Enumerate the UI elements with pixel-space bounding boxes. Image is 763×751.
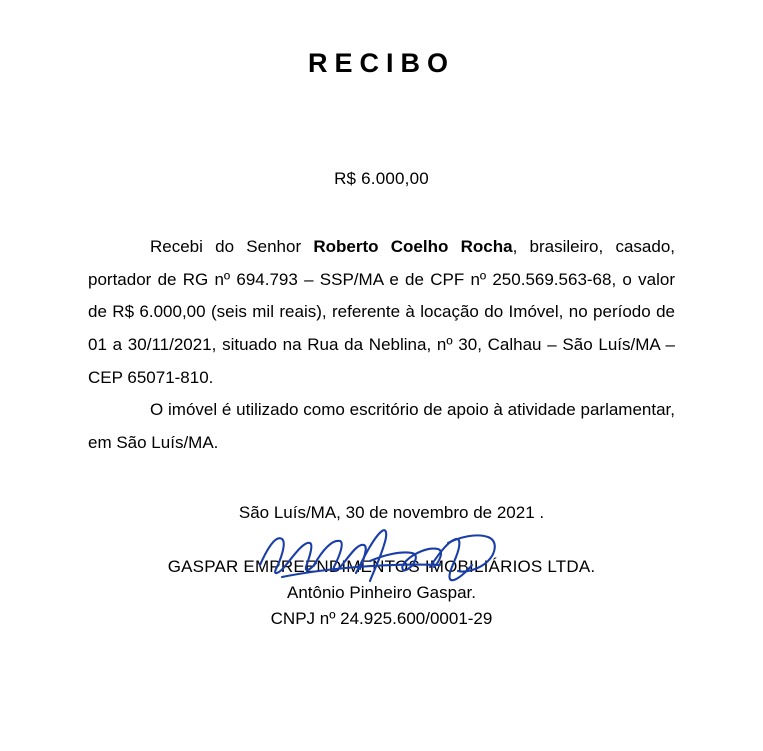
signature-cnpj: CNPJ nº 24.925.600/0001-29 xyxy=(270,609,493,629)
place-and-date: São Luís/MA, 30 de novembro de 2021 . xyxy=(238,503,545,523)
paragraph-1-rest: , brasileiro, casado, portador de RG nº 694.793 – SSP/MA e de CPF nº 250.569.563-68, o valor de R$ 6.000,00 (seis mil reais), referente à locação do Imóvel, no período de 01 a 30/11/2021, situado na Rua da Neblina, nº 30, Calhau – São Luís/MA – CEP 65071-810. xyxy=(88,237,675,387)
receipt-paragraph-1 xyxy=(88,231,675,394)
signature-block xyxy=(88,557,675,629)
receipt-paragraph-2: O imóvel é utilizado como escritório de apoio à atividade parlamentar, em São Luís/MA. xyxy=(88,400,675,452)
page-title: RECIBO xyxy=(307,48,455,78)
signature-person: Antônio Pinheiro Gaspar. xyxy=(286,583,476,603)
receipt-body xyxy=(88,231,675,459)
signature-company: GASPAR EMPREENDIMENTOS IMOBILIÁRIOS LTDA. xyxy=(167,557,596,577)
payer-name: Roberto Coelho Rocha xyxy=(313,237,513,256)
paragraph-1-prefix: Recebi do Senhor xyxy=(150,237,314,256)
receipt-document xyxy=(0,48,763,751)
receipt-amount: R$ 6.000,00 xyxy=(334,169,429,188)
